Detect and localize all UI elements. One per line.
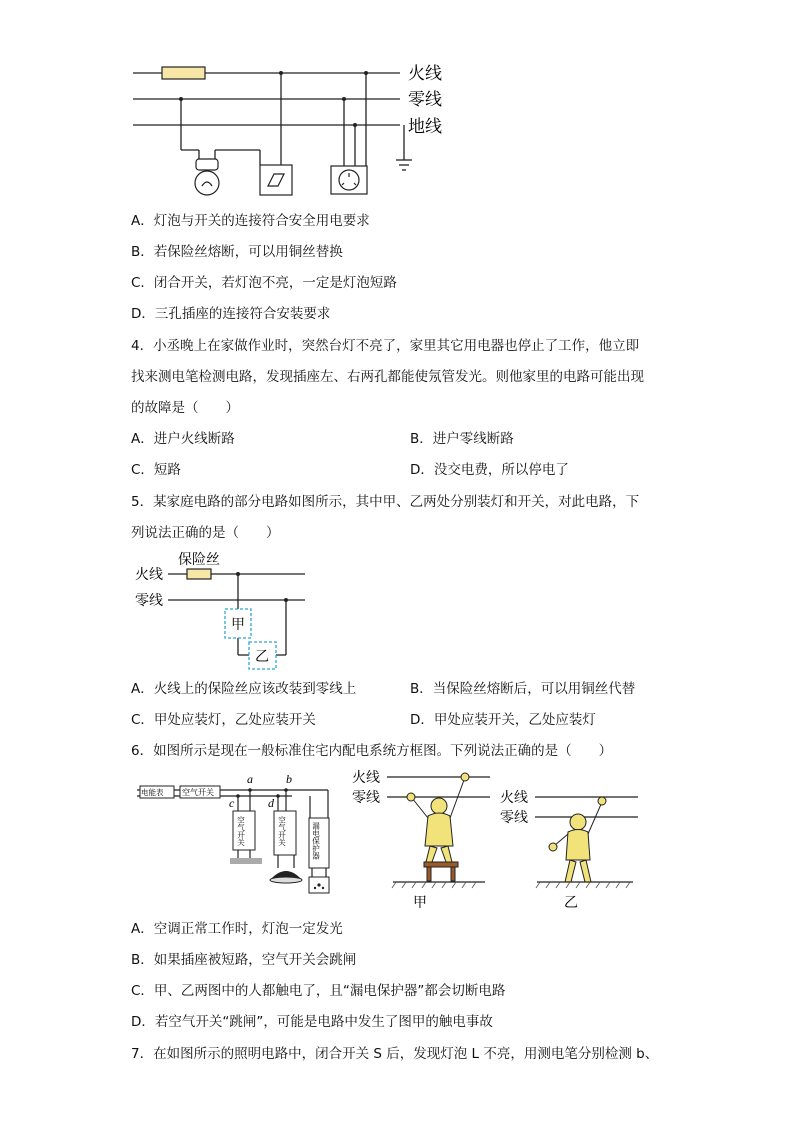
figure-q5-circuit xyxy=(0,545,793,675)
q4-option-c: C．短路 xyxy=(131,462,181,478)
label-jia: 甲 xyxy=(231,617,245,633)
q5-option-b: B．当保险丝熔断后，可以用铜丝代替 xyxy=(410,681,636,697)
label-neutral: 零线 xyxy=(135,593,163,609)
label-live: 火线 xyxy=(408,64,442,84)
stool-icon xyxy=(424,862,458,881)
q6-option-c: C．甲、乙两图中的人都触电了，且“漏电保护器”都会切断电路 xyxy=(131,983,506,999)
label-leakage: 漏电保护器 xyxy=(311,822,321,860)
label-d: d xyxy=(268,796,274,810)
air-conditioner-icon xyxy=(230,858,262,864)
q6-option-d: D．若空气开关“跳闸”，可能是电路中发生了图甲的触电事故 xyxy=(131,1014,493,1030)
q6-option-b: B．如果插座被短路，空气开关会跳闸 xyxy=(131,952,357,968)
lightbulb-icon xyxy=(195,159,219,195)
q5-option-d: D．甲处应装开关，乙处应装灯 xyxy=(410,712,596,728)
q6-option-a: A．空调正常工作时，灯泡一定发光 xyxy=(131,921,343,937)
switch-icon xyxy=(260,165,292,195)
label-main-breaker: 空气开关 xyxy=(182,788,214,797)
person-yi-icon xyxy=(549,797,606,882)
fuse-icon xyxy=(187,569,211,579)
q5-stem-line1: 5．某家庭电路的部分电路如图所示，其中甲、乙两处分别装灯和开关，对此电路，下 xyxy=(131,494,640,510)
label-live: 火线 xyxy=(135,567,163,583)
q3-option-d: D．三孔插座的连接符合安装要求 xyxy=(131,306,331,322)
q4-option-a: A．进户火线断路 xyxy=(131,431,235,447)
q4-stem-line3: 的故障是（ ） xyxy=(131,400,239,416)
label-fuse: 保险丝 xyxy=(178,552,220,568)
q4-stem-line1: 4．小丞晚上在家做作业时，突然台灯不亮了，家里其它用电器也停止了工作，他立即 xyxy=(131,338,640,354)
q3-option-a: A．灯泡与开关的连接符合安全用电要求 xyxy=(131,213,370,229)
label-neutral-jia: 零线 xyxy=(352,790,380,806)
label-breaker-2: 空气开关 xyxy=(277,816,287,846)
label-a: a xyxy=(247,772,253,786)
q3-option-b: B．若保险丝熔断，可以用铜丝替换 xyxy=(131,244,343,260)
label-neutral-yi: 零线 xyxy=(500,810,528,826)
fuse-icon xyxy=(162,67,205,79)
label-b: b xyxy=(286,772,292,786)
q4-option-d: D．没交电费，所以停电了 xyxy=(410,462,569,478)
q4-option-b: B．进户零线断路 xyxy=(410,431,514,447)
q5-option-a: A．火线上的保险丝应该改装到零线上 xyxy=(131,681,357,697)
q3-option-c: C．闭合开关，若灯泡不亮，一定是灯泡短路 xyxy=(131,275,397,291)
person-jia-icon xyxy=(407,773,469,862)
q4-stem-line2: 找来测电笔检测电路，发现插座左、右两孔都能使氖管发光。则他家里的电路可能出现 xyxy=(131,369,644,385)
label-neutral: 零线 xyxy=(408,90,442,110)
label-c: c xyxy=(229,796,235,810)
label-breaker-1: 空气开关 xyxy=(236,816,246,846)
q5-option-c: C．甲处应装灯，乙处应装开关 xyxy=(131,712,316,728)
label-live-jia: 火线 xyxy=(352,770,380,786)
q5-stem-line2: 列说法正确的是（ ） xyxy=(131,525,280,541)
figure-q6-distribution xyxy=(0,760,793,920)
label-yi: 乙 xyxy=(255,649,269,665)
label-yi: 乙 xyxy=(564,895,578,911)
label-jia: 甲 xyxy=(413,895,427,911)
label-live-yi: 火线 xyxy=(500,790,528,806)
q6-stem-line1: 6．如图所示是现在一般标准住宅内配电系统方框图。下列说法正确的是（ ） xyxy=(131,743,613,759)
q7-stem-line1: 7．在如图所示的照明电路中，闭合开关 S 后，发现灯泡 L 不亮，用测电笔分别检测 b、 xyxy=(131,1046,659,1062)
label-meter: 电能表 xyxy=(141,788,164,797)
label-ground: 地线 xyxy=(408,117,442,137)
figure-household-circuit xyxy=(0,0,793,200)
three-hole-socket-icon xyxy=(331,166,367,194)
